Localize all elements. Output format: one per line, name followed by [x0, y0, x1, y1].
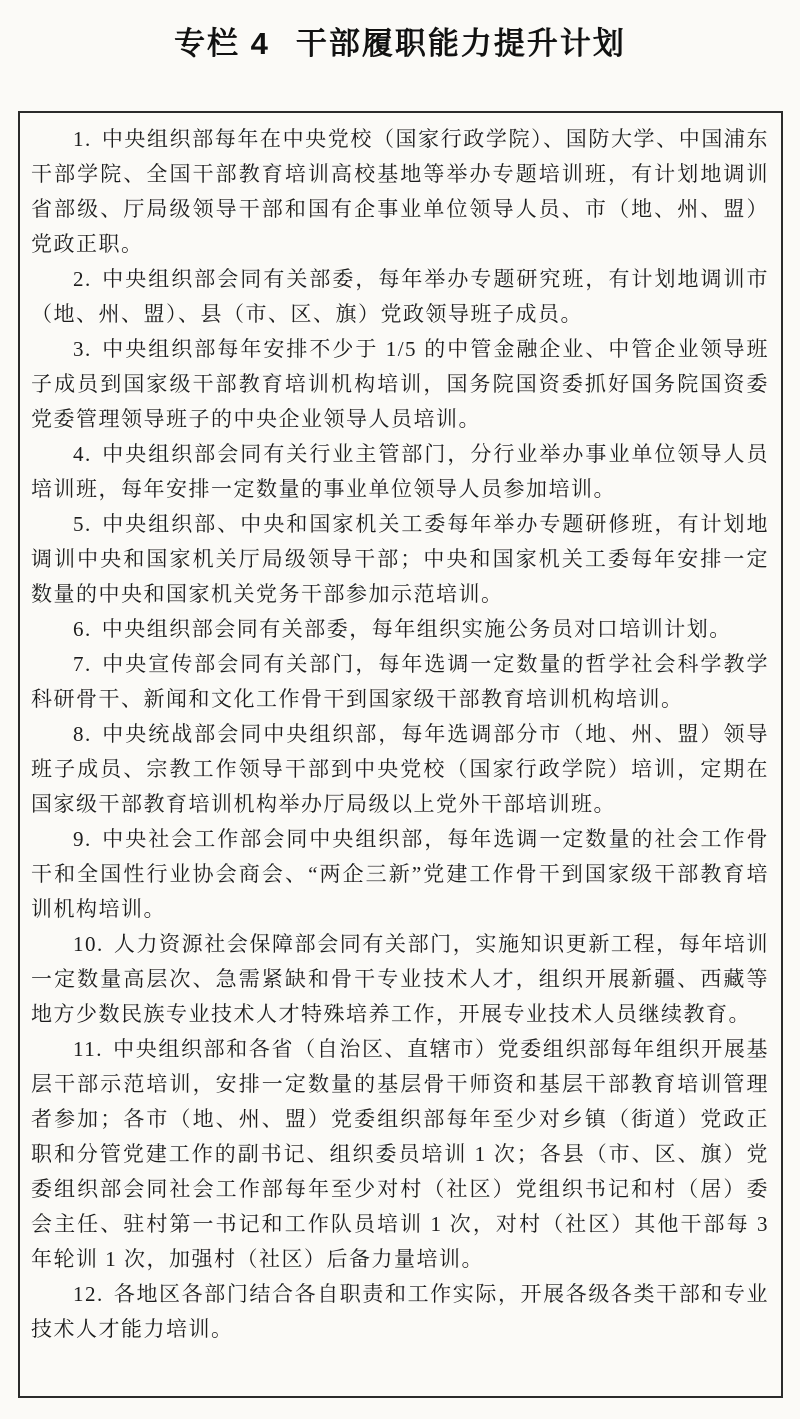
plan-item-6 — [31, 612, 769, 647]
plan-item-number: 8. — [73, 722, 92, 746]
plan-item-text: 中央组织部每年安排不少于 1/5 的中管金融企业、中管企业领导班子成员到国家级干部教育培训机构培训，国务院国资委抓好国务院国资委党委管理领导班子的中央企业领导人员培训。 — [31, 337, 769, 431]
plan-item-text: 中央社会工作部会同中央组织部，每年选调一定数量的社会工作骨干和全国性行业协会商会、“两企三新”党建工作骨干到国家级干部教育培训机构培训。 — [31, 827, 769, 921]
plan-item-number: 5. — [73, 512, 92, 536]
plan-item-number: 6. — [73, 617, 92, 641]
plan-item-1 — [31, 122, 769, 262]
plan-item-11 — [31, 1032, 769, 1277]
plan-item-2 — [31, 262, 769, 332]
plan-item-number: 2. — [73, 267, 92, 291]
plan-item-number: 3. — [73, 337, 92, 361]
plan-item-text: 各地区各部门结合各自职责和工作实际，开展各级各类干部和专业技术人才能力培训。 — [31, 1282, 769, 1341]
plan-item-text: 中央组织部会同有关部委，每年举办专题研究班，有计划地调训市（地、州、盟）、县（市、区、旗）党政领导班子成员。 — [31, 267, 769, 326]
plan-item-text: 中央组织部每年在中央党校（国家行政学院）、国防大学、中国浦东干部学院、全国干部教育培训高校基地等举办专题培训班，有计划地调训省部级、厅局级领导干部和国有企事业单位领导人员、市（地、州、盟）党政正职。 — [31, 127, 769, 256]
plan-item-text: 中央组织部、中央和国家机关工委每年举办专题研修班，有计划地调训中央和国家机关厅局级领导干部；中央和国家机关工委每年安排一定数量的中央和国家机关党务干部参加示范培训。 — [31, 512, 769, 606]
plan-item-10 — [31, 927, 769, 1032]
plan-item-number: 4. — [73, 442, 92, 466]
plan-item-number: 12. — [73, 1282, 104, 1306]
plan-item-text: 中央组织部和各省（自治区、直辖市）党委组织部每年组织开展基层干部示范培训，安排一定数量的基层骨干师资和基层干部教育培训管理者参加；各市（地、州、盟）党委组织部每年至少对乡镇（街道）党政正职和分管党建工作的副书记、组织委员培训 1 次；各县（市、区、旗）党委组织部会同社会工作部每年至少对村（社区）党组织书记和村（居）委会主任、驻村第一书记和工作队员培训 1 次，对村（社区）其他干部每 3 年轮训 1 次，加强村（社区）后备力量培训。 — [31, 1037, 769, 1271]
plan-item-number: 7. — [73, 652, 92, 676]
plan-item-number: 1. — [73, 127, 92, 151]
plan-item-number: 9. — [73, 827, 92, 851]
page-title-prefix: 专栏 4 — [174, 26, 270, 61]
plan-item-text: 中央组织部会同有关部委，每年组织实施公务员对口培训计划。 — [101, 617, 732, 641]
plan-item-9 — [31, 822, 769, 927]
page-title-main: 干部履职能力提升计划 — [295, 26, 626, 61]
plan-item-text: 中央统战部会同中央组织部，每年选调部分市（地、州、盟）领导班子成员、宗教工作领导干部到中央党校（国家行政学院）培训，定期在国家级干部教育培训机构举办厅局级以上党外干部培训班。 — [31, 722, 769, 816]
plan-item-text: 人力资源社会保障部会同有关部门，实施知识更新工程，每年培训一定数量高层次、急需紧缺和骨干专业技术人才，组织开展新疆、西藏等地方少数民族专业技术人才特殊培养工作，开展专业技术人员继续教育。 — [31, 932, 769, 1026]
plan-item-12 — [31, 1277, 769, 1347]
page-title — [0, 0, 800, 64]
plan-item-text: 中央宣传部会同有关部门，每年选调一定数量的哲学社会科学教学科研骨干、新闻和文化工作骨干到国家级干部教育培训机构培训。 — [31, 652, 769, 711]
plan-item-3 — [31, 332, 769, 437]
plan-item-number: 11. — [73, 1037, 103, 1061]
plan-item-5 — [31, 507, 769, 612]
plan-item-7 — [31, 647, 769, 717]
plan-item-number: 10. — [73, 932, 104, 956]
plan-item-4 — [31, 437, 769, 507]
plan-item-8 — [31, 717, 769, 822]
plan-item-text: 中央组织部会同有关行业主管部门，分行业举办事业单位领导人员培训班，每年安排一定数量的事业单位领导人员参加培训。 — [31, 442, 769, 501]
plan-content-box — [18, 111, 783, 1398]
